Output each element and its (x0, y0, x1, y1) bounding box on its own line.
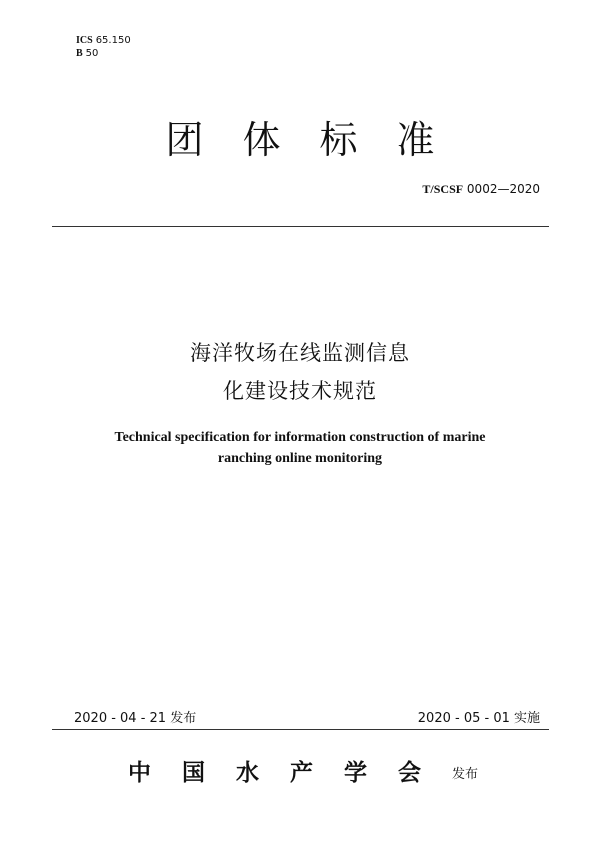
issue-date: 2020 - 04 - 21 发布 (74, 711, 197, 726)
top-divider (52, 226, 549, 227)
bottom-divider (52, 729, 549, 730)
publisher-name: 中国水产学会 (128, 759, 452, 786)
title-chinese-line-1: 海洋牧场在线监测信息 (190, 341, 410, 365)
ics-classification (76, 34, 131, 47)
standard-number-value: 0002—2020 (466, 182, 540, 196)
implementation-date: 2020 - 05 - 01 实施 (417, 711, 540, 726)
standard-number (422, 181, 540, 197)
ccs-classification (76, 47, 98, 60)
publisher-suffix: 发布 (452, 767, 479, 782)
ics-code: 65.150 (95, 35, 131, 46)
ics-label: ICS (76, 35, 93, 46)
title-english-line-2: ranching online monitoring (217, 451, 383, 466)
ccs-code: 50 (85, 48, 99, 59)
title-chinese-line-2: 化建设技术规范 (223, 379, 377, 403)
ccs-label: B (76, 48, 83, 59)
standard-type-heading: 团体标准 (165, 118, 474, 162)
title-english-line-1: Technical specification for information construction of marine (114, 430, 486, 445)
standard-number-prefix: T/SCSF (422, 182, 464, 196)
